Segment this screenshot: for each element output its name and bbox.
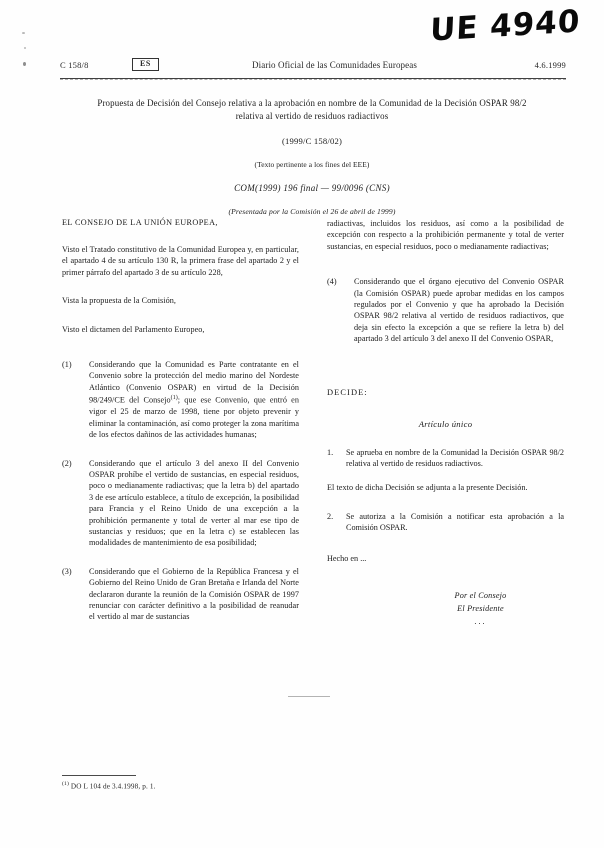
citation-treaty: Visto el Tratado constitutivo de la Comunidad Europea y, en particular, el apartado 4 de su artículo 130 R, la primera frase del apartado 2 y el primer párrafo del apartado 3 de su artículo 228,: [62, 245, 299, 277]
considerando-item: [62, 458, 299, 549]
header-reference: C 158/8: [60, 59, 89, 70]
footnote: [62, 781, 156, 790]
considerando-number: (4): [327, 277, 337, 287]
considerando-item: [62, 566, 299, 623]
right-column: [327, 218, 564, 634]
footnote-number: (1): [62, 781, 69, 787]
document-title-line-2: la Decisión OSPAR 98/2 relativa al vertido de residuos radiactivos: [235, 98, 527, 121]
considerando-text: [89, 359, 299, 441]
scan-speckle: [23, 62, 26, 66]
scan-speckle: [22, 32, 25, 34]
article-paragraph-number: 1.: [327, 447, 334, 457]
considerando-number: (2): [62, 458, 72, 468]
article-paragraph-number: 2.: [327, 511, 334, 521]
header-language-code: ES: [132, 58, 159, 71]
header-publication-title: Diario Oficial de las Comunidades Europeas: [252, 59, 417, 70]
article-paragraph: [327, 447, 564, 470]
decide-heading: DECIDE:: [327, 387, 368, 397]
running-header: [60, 58, 566, 76]
com-reference: COM(1999) 196 final — 99/0096 (CNS): [234, 183, 390, 193]
signature-for-council: Por el Consejo: [454, 590, 507, 600]
footnote-marker: (1): [170, 395, 178, 402]
considerando-text: Considerando que el órgano ejecutivo del Convenio OSPAR (la Comisión OSPAR) puede aprobar medidas en los campos regulados por el Convenio y que ha aprobado la Decisión OSPAR 98/2 relativa al vertido de residuos radiactivos, que deja sin efecto la excepción a que se refiere la letra b) del apartado 3 del artículo 3 del anexo II del Convenio OSPAR,: [354, 277, 564, 344]
considerando-text: Considerando que el artículo 3 del anexo II del Convenio OSPAR prohíbe el vertido de sustancias, en especial residuos, poco o medianamente radiactivas; que la letra b) del apartado 3 de ese artículo establece, a título de excepción, la posibilidad para Francia y el Reino Unido de una excepción a la prohibición permanente y total de verter al mar ese tipo de sustancias y residuos; que en la letra c) se establecen las modalidades de mantenimiento de esa posibilidad;: [89, 458, 299, 548]
considerando-item: [62, 359, 299, 441]
presented-by-note: (Presentada por la Comisión el 26 de abril de 1999): [228, 207, 396, 216]
done-at-line: Hecho en ...: [327, 553, 367, 563]
considerando-item: [327, 276, 564, 344]
article-heading: Artículo único: [418, 418, 473, 429]
page-title: [95, 97, 529, 122]
citation-commission-proposal: Vista la propuesta de la Comisión,: [62, 296, 176, 306]
article-paragraph: [327, 511, 564, 534]
considerando-continuation: radiactivas, incluidos los residuos, así como a la posibilidad de excepción con respecto a la prohibición permanente y total de verter sustancias, en especial residuos, poco o medianamente radiactivas;: [327, 219, 564, 251]
signature-block: [327, 589, 564, 628]
article-paragraph-text: Se autoriza a la Comisión a notificar esta aprobación a la Comisión OSPAR.: [346, 511, 564, 533]
title-block: [95, 97, 529, 216]
header-date: 4.6.1999: [534, 59, 566, 70]
article-paragraph-text: Se aprueba en nombre de la Comunidad la Decisión OSPAR 98/2 relativa al vertido de residuos radiactivos.: [346, 447, 564, 469]
footnote-text: DO L 104 de 3.4.1998, p. 1.: [68, 782, 156, 791]
considerando-text-part-2: ; que ese Convenio, que entró en vigor el 25 de marzo de 1998, tiene por objeto prevenir y eliminar la contaminación, así como proteger la zona marítima de los efectos dañinos de las actividades humanas;: [89, 395, 299, 440]
oj-reference: (1999/C 158/02): [281, 136, 343, 146]
left-column: [62, 218, 299, 634]
considerando-number: (3): [62, 566, 72, 576]
eea-relevance-note: (Texto pertinente a los fines del EEE): [254, 160, 370, 169]
page-separator-rule: [288, 696, 330, 697]
signature-placeholder: ...: [474, 616, 487, 626]
considerando-number: (1): [62, 360, 72, 370]
header-divider-secondary: [60, 79, 566, 80]
signature-president: El Presidente: [457, 603, 504, 613]
two-column-body: [62, 218, 564, 634]
considerando-text-part-1: Considerando que la Comunidad es Parte contratante en el Convenio sobre la protección del medio marino del Nordeste Atlántico (Convenio OSPAR) en virtud de la Decisión 98/249/CE del Consejo: [89, 360, 299, 405]
footnote-divider: [62, 775, 136, 776]
handwritten-annotation: UE 4940: [428, 3, 581, 49]
citation-parliament-opinion: Visto el dictamen del Parlamento Europeo,: [62, 324, 205, 334]
document-title-line-1: Propuesta de Decisión del Consejo relativa a la aprobación en nombre de la Comunidad de: [97, 98, 433, 108]
considerando-text: Considerando que el Gobierno de la República Francesa y el Gobierno del Reino Unido de Gran Bretaña e Irlanda del Norte declararon durante la reunión de la Comisión OSPAR de 1997 renunciar con carácter definitivo a la posibilidad de reanudar el vertido al mar de sustancias: [89, 566, 299, 622]
article-attachment-note: El texto de dicha Decisión se adjunta a la presente Decisión.: [327, 483, 528, 493]
scan-speckle: [24, 47, 26, 49]
council-heading: EL CONSEJO DE LA UNIÓN EUROPEA,: [62, 218, 218, 227]
